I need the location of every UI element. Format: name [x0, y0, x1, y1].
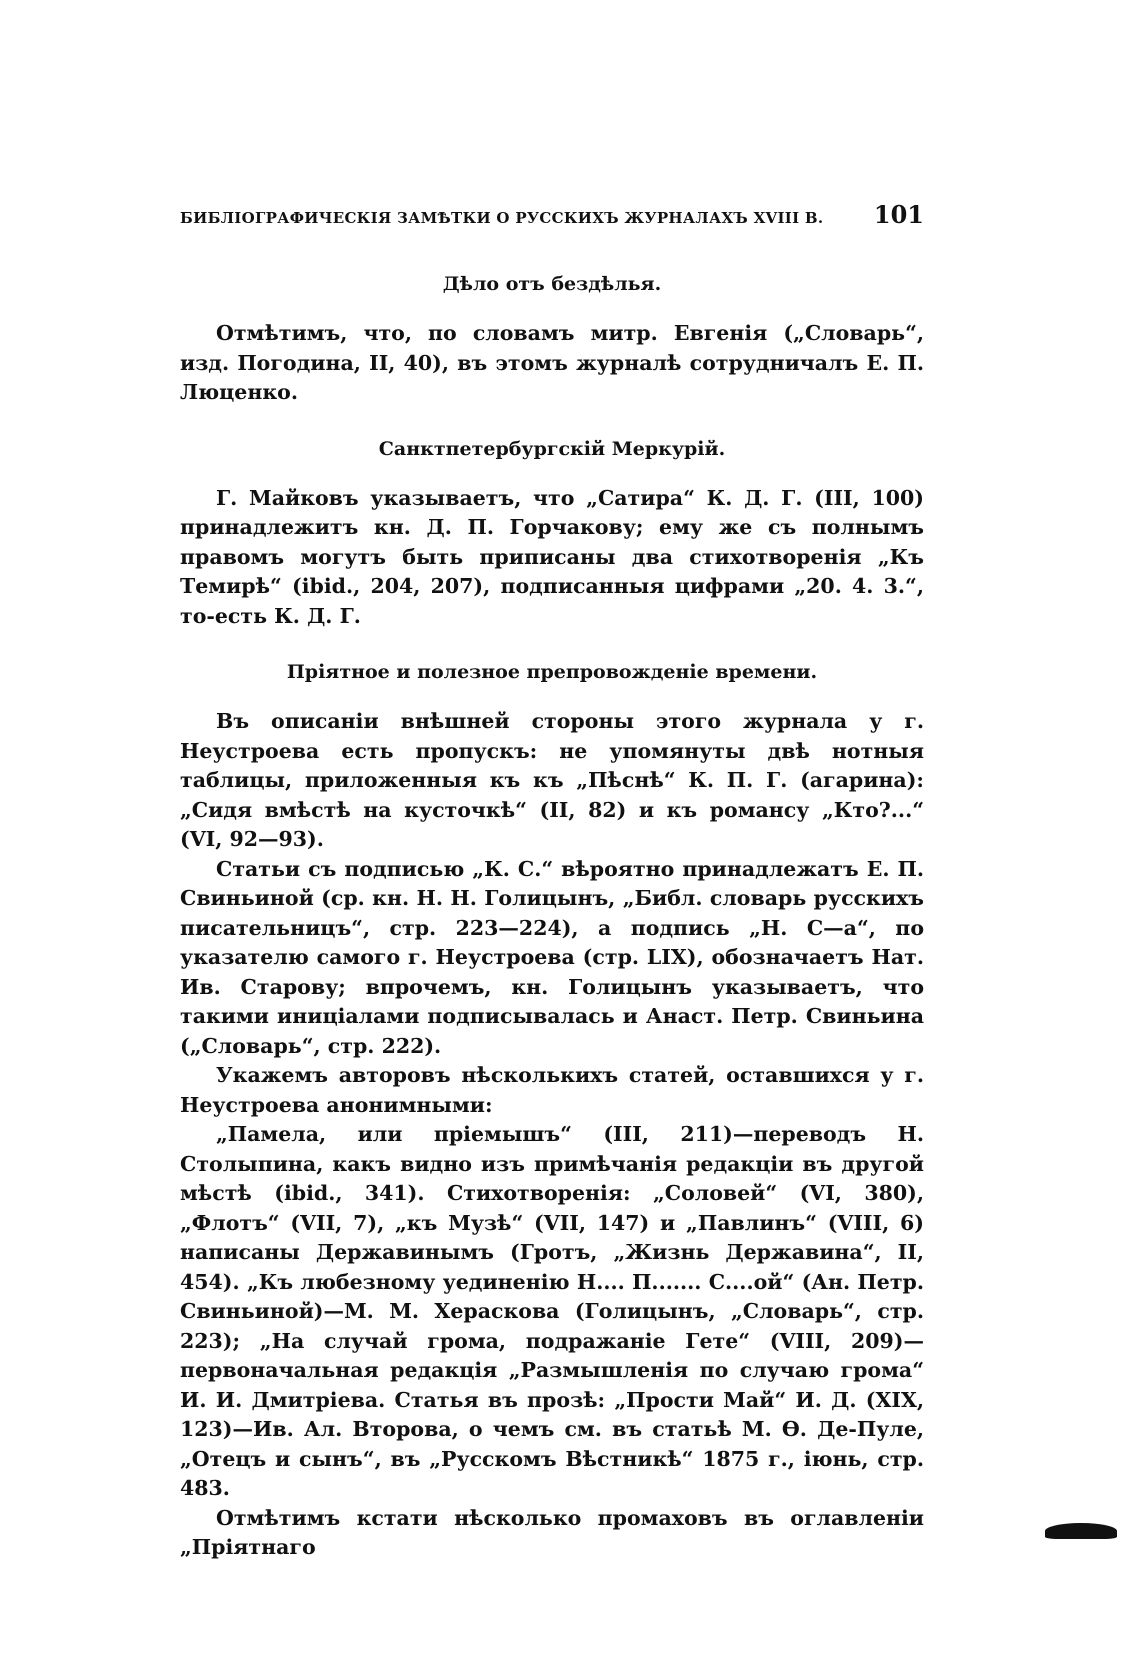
- paragraph: Отмѣтимъ кстати нѣсколько промаховъ въ оглавленіи „Пріятнаго: [180, 1505, 924, 1559]
- paragraph: „Памела, или пріемышъ“ (III, 211)—переводъ Н. Столыпина, какъ видно изъ примѣчанія редакціи въ другой мѣстѣ (ibid., 341). Стихотворенія: „Соловей“ (VI, 380), „Флотъ“ (VII, 7), „къ Музѣ“ (VII, 147) и „Павлинъ“ (VIII, 6) написаны Державинымъ (Гротъ, „Жизнь Державина“, II, 454). „Къ любезному уединенію Н.... П....... С....ой“ (Ан. Петр. Свиньиной)—М. М. Хераскова (Голицынъ, „Словарь“, стр. 223); „На случай грома, подражаніе Гете“ (VIII, 209)—первоначальная редакція „Размышленія по случаю грома“ И. И. Дмитріева. Статья въ прозѣ: „Прости Май“ И. Д. (XIX, 123)—Ив. Ал. Второва, о чемъ см. въ статьѣ М. Ѳ. Де-Пуле, „Отецъ и сынъ“, въ „Русскомъ Вѣстникѣ“ 1875 г., іюнь, стр. 483.: [180, 1122, 924, 1500]
- book-page: [180, 200, 924, 1593]
- paragraph: Въ описаніи внѣшней стороны этого журнала у г. Неустроева есть пропускъ: не упомянуты двѣ нотныя таблицы, приложенныя къ къ „Пѣснѣ“ К. П. Г. (агарина): „Сидя вмѣстѣ на кусточкѣ“ (II, 82) и къ романсу „Кто?...“ (VI, 92—93).: [180, 709, 924, 851]
- page-number: 101: [873, 200, 924, 229]
- section-priyatnoe-i-poleznoe: [180, 661, 924, 1563]
- paragraph: Г. Майковъ указываетъ, что „Сатира“ К. Д. Г. (III, 100) принадлежитъ кн. Д. П. Горчакову; ему же съ полнымъ правомъ могутъ быть приписаны два стихотворенія „Къ Темирѣ“ (ibid., 204, 207), подписанныя цифрами „20. 4. 3.“, то-есть К. Д. Г.: [180, 485, 924, 628]
- ink-smudge: [1045, 1523, 1117, 1539]
- paragraph: Отмѣтимъ, что, по словамъ митр. Евгенія („Словарь“, изд. Погодина, II, 40), въ этомъ журналѣ сотрудничалъ Е. П. Люценко.: [180, 321, 924, 404]
- section-heading: Пріятное и полезное препровожденіе времени.: [286, 661, 818, 683]
- running-header: [180, 200, 924, 229]
- paragraph: Статьи съ подписью „К. С.“ вѣроятно принадлежатъ Е. П. Свиньиной (ср. кн. Н. Н. Голицынъ, „Библ. словарь русскихъ писательницъ“, стр. 223—224), а подпись „Н. С—а“, по указателю самого г. Неустроева (стр. LIX), обозначаетъ Нат. Ив. Старову; впрочемъ, кн. Голицынъ указываетъ, что такими иниціалами подписывалась и Анаст. Петр. Свиньина („Словарь“, стр. 222).: [180, 856, 924, 1058]
- section-heading: Санктпетербургскій Меркурій.: [378, 437, 726, 460]
- running-title: БИБЛІОГРАФИЧЕСКІЯ ЗАМѢТКИ О РУССКИХЪ ЖУРНАЛАХЪ XVIII В.: [180, 209, 824, 227]
- section-delo-ot-bezdelya: [180, 273, 924, 408]
- section-sankt-peterburgsky-merkury: [180, 438, 924, 632]
- paragraph: Укажемъ авторовъ нѣсколькихъ статей, оставшихся у г. Неустроева анонимными:: [180, 1063, 924, 1117]
- section-heading: Дѣло отъ бездѣлья.: [442, 273, 662, 295]
